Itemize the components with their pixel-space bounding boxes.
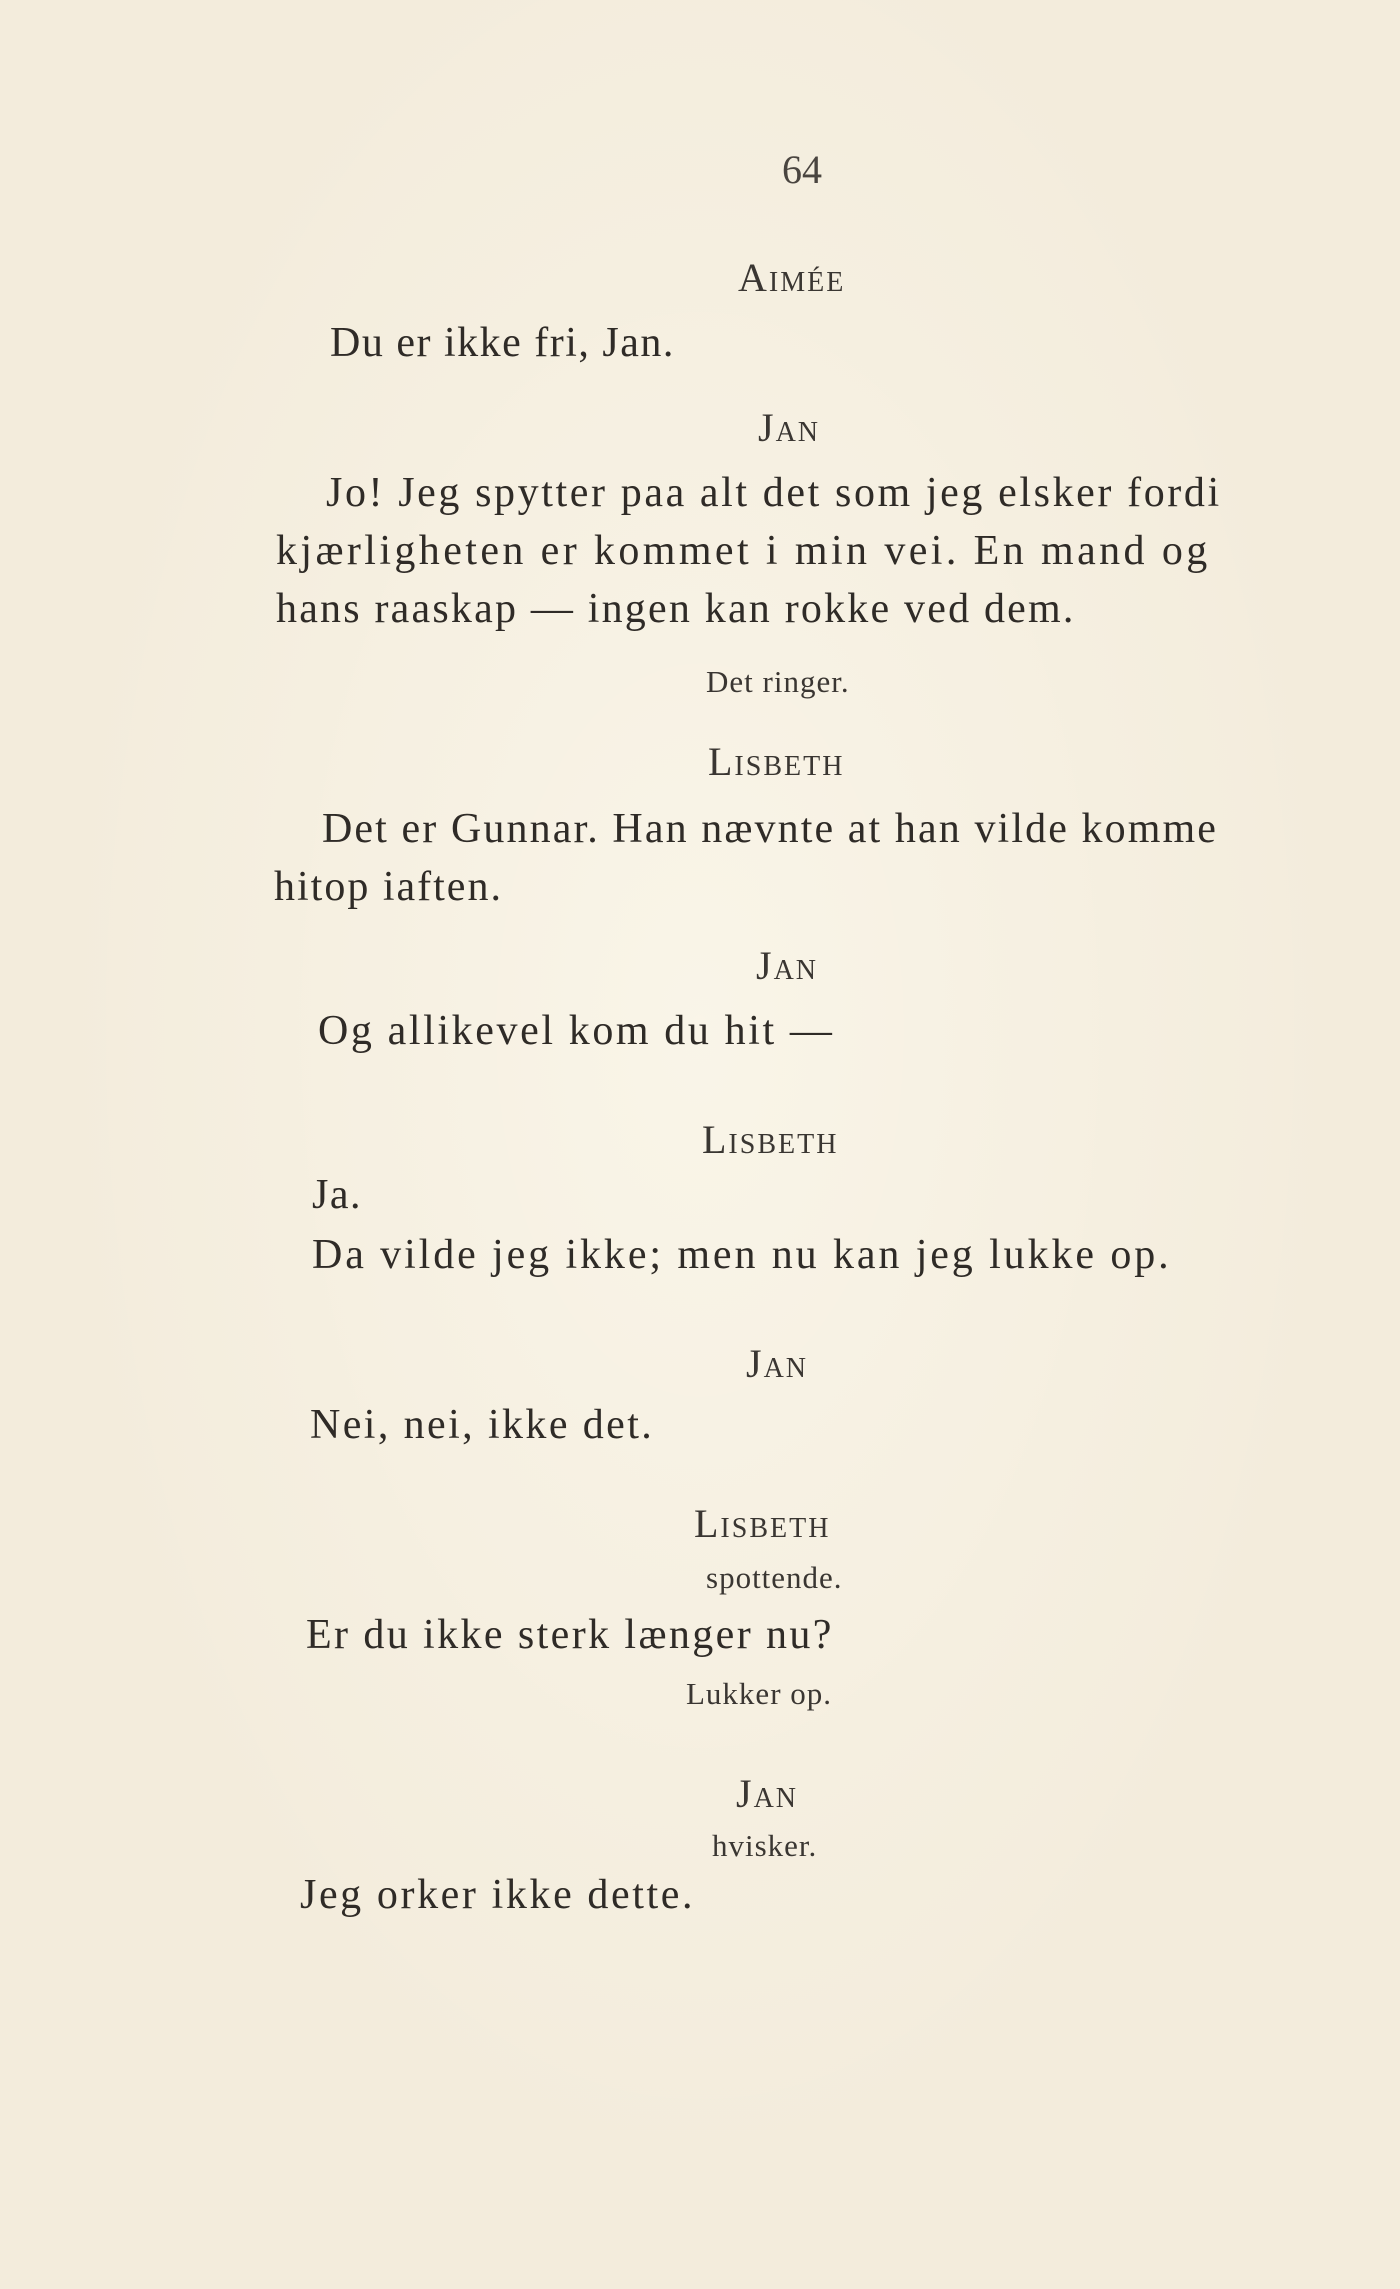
speaker-lisbeth: Lisbeth	[694, 1501, 831, 1546]
speaker-jan: Jan	[758, 405, 821, 450]
page-number: 64	[782, 147, 822, 192]
dialogue-line: Jeg orker ikke dette.	[300, 1872, 696, 1918]
dialogue-line: hitop iaften.	[274, 864, 503, 910]
speaker-aimee: Aimée	[738, 255, 846, 300]
speaker-lisbeth: Lisbeth	[708, 739, 845, 784]
dialogue-line: hans raaskap — ingen kan rokke ved dem.	[276, 586, 1076, 632]
dialogue-line: Og allikevel kom du hit —	[318, 1008, 835, 1054]
speaker-jan: Jan	[736, 1771, 799, 1816]
dialogue-line: kjærligheten er kommet i min vei. En mand og	[276, 528, 1211, 574]
speaker-jan: Jan	[756, 943, 819, 988]
speaker-lisbeth: Lisbeth	[702, 1117, 839, 1162]
speaker-jan: Jan	[746, 1341, 809, 1386]
dialogue-line: Nei, nei, ikke det.	[310, 1402, 655, 1448]
stage-direction: spottende.	[706, 1560, 843, 1595]
dialogue-line: Jo! Jeg spytter paa alt det som jeg elsker fordi	[326, 470, 1222, 516]
dialogue-line: Ja.	[312, 1172, 362, 1218]
dialogue-line: Da vilde jeg ikke; men nu kan jeg lukke op.	[312, 1232, 1172, 1278]
stage-direction: hvisker.	[712, 1828, 818, 1863]
dialogue-line: Det er Gunnar. Han nævnte at han vilde komme	[322, 806, 1219, 852]
dialogue-line: Du er ikke fri, Jan.	[330, 320, 675, 366]
stage-direction: Lukker op.	[686, 1676, 833, 1711]
stage-direction: Det ringer.	[706, 664, 850, 699]
dialogue-line: Er du ikke sterk længer nu?	[306, 1612, 834, 1658]
